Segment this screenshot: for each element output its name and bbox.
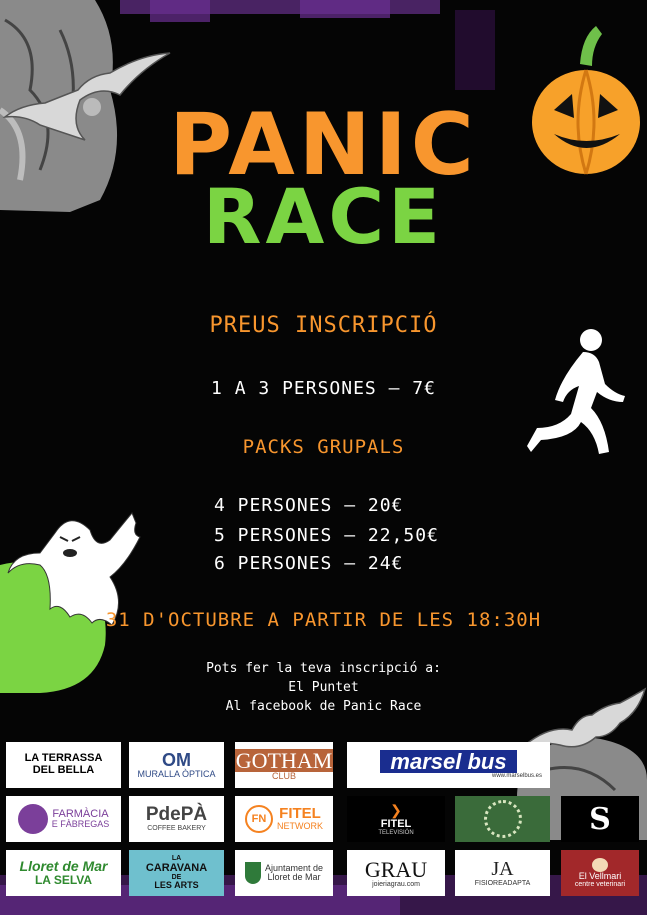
coat-of-arms-icon — [245, 862, 261, 884]
pharmacy-icon — [18, 804, 48, 834]
sponsor-name: GOTHAM — [235, 749, 333, 772]
pack-item: 4 PERSONES – 20€ — [214, 495, 404, 516]
fitel-tv-icon: ❯ — [390, 801, 402, 818]
s-logo-icon: S — [589, 801, 611, 837]
sponsor-logo-pdepa — [129, 796, 224, 842]
sponsor-mark: FN — [245, 805, 273, 833]
sponsor-name: El Vellmari — [578, 870, 622, 881]
sponsor-sub: COFFEE BAKERY — [147, 825, 206, 833]
sponsor-logo-la-terrassa — [6, 742, 121, 788]
sponsor-name: DEL BELLA — [32, 764, 95, 776]
sponsor-logo-fitel-network — [235, 796, 333, 842]
sponsor-name: LES ARTS — [154, 880, 199, 891]
sponsor-sub: NETWORK — [277, 821, 323, 832]
emblem-icon — [484, 800, 522, 838]
sponsor-name: LA — [171, 855, 182, 863]
sponsor-name: FARMÀCIA — [52, 807, 109, 820]
sponsor-name: FITEL — [380, 817, 412, 830]
sponsor-logo-fisioreadapta — [455, 850, 550, 896]
price-single: 1 A 3 PERSONES – 7€ — [211, 378, 436, 399]
sponsor-logo-grau — [347, 850, 445, 896]
sponsor-logo-lloret-la-selva — [6, 850, 121, 896]
sponsor-logo-la-caravana — [129, 850, 224, 896]
sponsor-logo-el-vellmari — [561, 850, 639, 896]
sponsor-logo-s — [561, 796, 639, 842]
sponsor-name: E FÀBREGAS — [51, 819, 110, 830]
sponsor-sub: TELEVISIÓN — [378, 830, 414, 837]
sponsor-logo-emblem — [455, 796, 550, 842]
sponsor-logo-fitel-television — [347, 796, 445, 842]
sponsor-name: GRAU — [364, 856, 428, 882]
sponsor-logo-farmacia — [6, 796, 121, 842]
dog-icon — [592, 858, 608, 872]
sponsor-name: LA SELVA — [34, 873, 93, 888]
sponsor-name: LA TERRASSA — [24, 752, 103, 765]
sponsor-name: marsel bus — [380, 750, 516, 773]
prices-heading: PREUS INSCRIPCIÓ — [209, 313, 438, 338]
sponsor-url: www.marselbus.es — [491, 773, 542, 780]
sponsor-sub: CLUB — [271, 770, 296, 781]
sponsor-name: DE — [171, 874, 182, 882]
registration-place: El Puntet — [288, 680, 359, 695]
sponsor-logo-marsel-bus — [347, 742, 550, 788]
sponsor-logo-gotham-club — [235, 742, 333, 788]
title-line-1: PANIC — [169, 95, 478, 195]
packs-heading: PACKS GRUPALS — [242, 436, 405, 458]
sponsor-name: centre veterinari — [574, 881, 626, 889]
sponsor-mark: OM — [162, 749, 191, 770]
pack-item: 5 PERSONES – 22,50€ — [214, 525, 439, 546]
sponsor-mark: JA — [491, 857, 514, 880]
sponsor-name: Lloret de Mar — [19, 858, 108, 875]
sponsor-logo-ajuntament — [235, 850, 333, 896]
sponsor-name: FISIOREADAPTA — [474, 879, 531, 887]
sponsor-name: PdePÀ — [145, 804, 208, 826]
sponsor-name: CARAVANA — [145, 861, 208, 874]
registration-intro: Pots fer la teva inscripció a: — [206, 661, 441, 676]
sponsor-name: MURALLA ÒPTICA — [137, 768, 216, 779]
sponsor-name: Lloret de Mar — [267, 872, 321, 882]
registration-online: Al facebook de Panic Race — [225, 699, 422, 714]
sponsor-logo-muralla-optica — [129, 742, 224, 788]
sponsor-name: FITEL — [279, 805, 321, 823]
event-date: 31 D'OCTUBRE A PARTIR DE LES 18:30H — [105, 609, 542, 631]
sponsor-name: Ajuntament de — [264, 862, 324, 873]
title-line-2: RACE — [202, 172, 445, 261]
sponsor-url: joieriagrau.com — [372, 880, 420, 888]
pack-item: 6 PERSONES – 24€ — [214, 553, 404, 574]
